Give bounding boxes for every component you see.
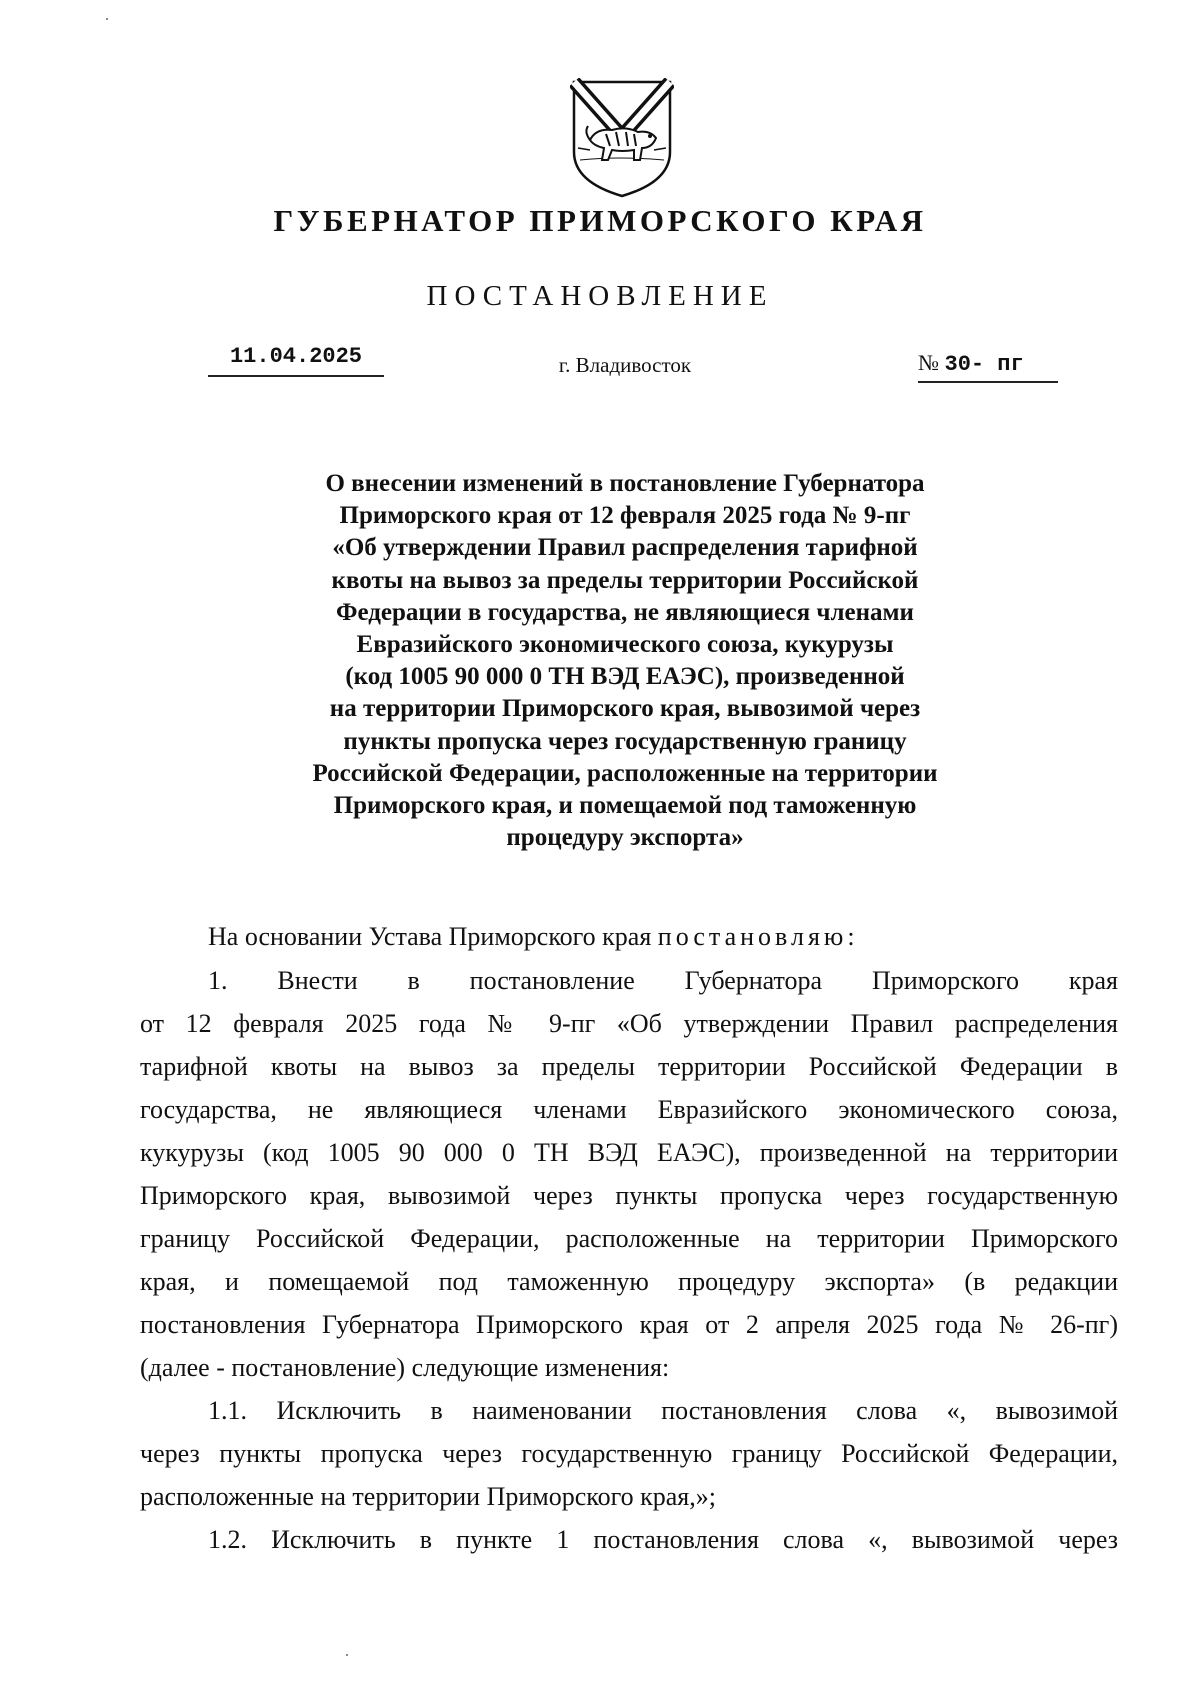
heading-line: процедуру экспорта» bbox=[506, 824, 744, 852]
heading-line: «Об утверждении Правил распределения тарифной bbox=[332, 534, 918, 562]
body-line: 1. Внести в постановление Губернатора Приморского края bbox=[208, 966, 1118, 995]
body-line: кукурузы (код 1005 90 000 0 ТН ВЭД ЕАЭС), произведенной на территории bbox=[140, 1138, 1118, 1167]
body-line: государства, не являющиеся членами Евразийского экономического союза, bbox=[140, 1095, 1118, 1124]
body-line: постановления Губернатора Приморского края от 2 апреля 2025 года № 26-пг) bbox=[140, 1310, 1118, 1339]
heading-line: пункты пропуска через государственную границу bbox=[343, 727, 907, 755]
document-type: ПОСТАНОВЛЕНИЕ bbox=[426, 280, 774, 312]
document-city: г. Владивосток bbox=[558, 353, 692, 377]
body-line: границу Российской Федерации, расположенные на территории Приморского bbox=[140, 1224, 1118, 1253]
body-line: через пункты пропуска через государственную границу Российской Федерации, bbox=[140, 1439, 1118, 1468]
intro-resolve-word: постановляю: bbox=[657, 922, 859, 951]
scan-speck bbox=[346, 1654, 348, 1656]
number-prefix: № bbox=[918, 350, 939, 375]
body-line: 1.2. Исключить в пункте 1 постановления слова «, вывозимой через bbox=[208, 1525, 1118, 1554]
body-line: от 12 февраля 2025 года № 9-пг «Об утверждении Правил распределения bbox=[140, 1009, 1118, 1038]
heading-line: Приморского края, и помещаемой под таможенную bbox=[333, 792, 917, 820]
authority-title: ГУБЕРНАТОР ПРИМОРСКОГО КРАЯ bbox=[273, 203, 927, 238]
body-line: Приморского края, вывозимой через пункты пропуска через государственную bbox=[140, 1181, 1118, 1210]
heading-line: (код 1005 90 000 0 ТН ВЭД ЕАЭС), произведенной bbox=[345, 663, 905, 691]
number-value: 30- пг bbox=[944, 352, 1024, 377]
body-line: тарифной квоты на вывоз за пределы территории Российской Федерации в bbox=[140, 1052, 1118, 1081]
heading-line: на территории Приморского края, вывозимой через bbox=[329, 695, 921, 723]
heading-line: Российской Федерации, расположенные на территории bbox=[312, 759, 938, 787]
body-line: (далее - постановление) следующие изменения: bbox=[140, 1353, 670, 1382]
intro-text: На основании Устава Приморского края bbox=[208, 922, 652, 951]
scan-speck bbox=[106, 18, 108, 20]
heading-line: Федерации в государства, не являющиеся членами bbox=[336, 598, 914, 626]
heading-line: Приморского края от 12 февраля 2025 года № 9-пг bbox=[339, 502, 911, 530]
heading-line: Евразийского экономического союза, кукурузы bbox=[356, 631, 894, 659]
body-line: расположенные на территории Приморского края,»; bbox=[140, 1482, 716, 1511]
heading-line: квоты на вывоз за пределы территории Российской bbox=[331, 566, 919, 594]
coat-of-arms-tiger-icon bbox=[570, 78, 674, 200]
document-number bbox=[918, 350, 1058, 383]
body-line: 1.1. Исключить в наименовании постановления слова «, вывозимой bbox=[208, 1396, 1118, 1425]
document-heading bbox=[250, 468, 1000, 854]
heading-line: О внесении изменений в постановление Губернатора bbox=[325, 470, 925, 497]
body-line: края, и помещаемой под таможенную процедуру экспорта» (в редакции bbox=[140, 1267, 1118, 1296]
intro-paragraph bbox=[208, 922, 859, 952]
document-date: 11.04.2025 bbox=[208, 344, 384, 377]
